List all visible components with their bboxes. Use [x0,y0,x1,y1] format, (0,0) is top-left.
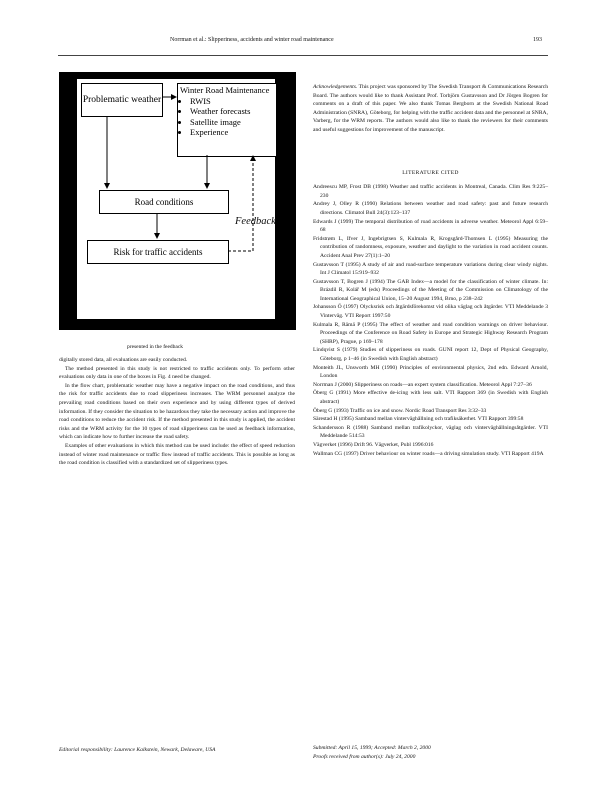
reference: Edwards J (1999) The temporal distribution of road accidents in adverse weather. Meteorol Appl 6:59–68 [313,218,548,234]
paragraph: digitally stored data, all evaluations are easily conducted. [59,357,188,363]
reference: Monteith JL, Unsworth MH (1990) Principles of environmental physics, 2nd edn. Edward Arnold, London [313,364,548,380]
box-risk-accidents: Risk for traffic accidents [87,240,229,264]
right-column [313,83,548,458]
reference: Gustavsson T, Bogren J (1994) The GAB Index—a model for the classification of winter climate. In: Brázdil R, Kolář M (eds) Proceedings of the Meeting of the Commission on Climatology of the International Geographical Union, 15–20 August 1994, Brno, p 238–242 [313,278,548,302]
ack-text: This project was sponsored by The Swedish Transport & Communications Research Board. The authors would like to thank Assistant Prof. Torbjörn Gustavsson and Dr Jörgen Bogren for comments on a draft of this paper. We also thank Tomas Bergborn at the Swedish National Road Administration (SNRA), Göteborg, for helping with the traffic accident data and the personnel at SNRA, Varberg, for the WRM reports. The authors would also like to thank the reviewers for their comments and useful suggestions for improvement of the manuscript. [313,84,548,133]
ack-label: Acknowledgements. [313,84,358,90]
reference: Norrman J (2000) Slipperiness on roads—an expert system classification. Meteorol Appl 7:27–36 [313,381,532,388]
box-problematic-weather: Problematic weather [81,83,163,117]
reference: Särestad H (1995) Samband mellan vinterväghållning och trafiksäkerhet. VTI Rapport 399:58 [313,416,524,423]
list-item: • Satellite image [190,117,274,128]
submission-info [313,744,548,761]
reference: Lindqvist S (1979) Studies of slipperiness on roads. GUNI report 12, Dept of Physical Geography, Göteborg, p 1–46 (in Swedish with English abstract) [313,347,548,363]
paragraph: The method presented in this study is not restricted to traffic accidents only. To perform other evaluations only data in one of the boxes in Fig. 4 need be changed. [59,365,295,381]
list-item: • Weather forecasts [190,106,274,117]
reference: Johansson Ö (1997) Olycksrisk och åtgärdsförekomst vid olika väglag och åtgärder. VTI Meddelande 3 Vinterväg. VTI Report 1997:50 [313,304,548,320]
left-column [59,356,295,468]
literature-cited-heading: LITERATURE CITED [402,169,459,176]
running-header [170,37,540,43]
reference: Andreescu MP, Frost DB (1998) Weather and traffic accidents in Montreal, Canada. Clim Res 9:225–230 [313,184,548,199]
reference: Andrey J, Olley R (1990) Relations between weather and road safety: past and future research directions. Climatol Bull 24(3):123–137 [313,201,548,216]
reference: Vägverket (1996) Drift 96. Vägverket, Publ 1996:016 [313,441,434,448]
paragraph: Examples of other evaluations in which this method can be used include: the effect of speed reduction instead of winter road maintenance or traffic flow instead of traffic accidents. This is possible as long as the road condition is classified with a standardized set of slipperiness types. [59,442,295,467]
reference: Fridstrøm L, Ifver J, Ingebrigtsen S, Kulmala R, Krogsgård-Thomsen L (1995) Measuring the contribution of randomness, exposure, weather and daylight to the variation in road accident counts. Accident Anal Prev 27(1):1–20 [313,235,548,259]
figure-arrows [77,79,275,319]
figure-caption-fragment: presented in the feedback [127,344,184,350]
page-number: 193 [533,37,542,43]
figure-flowchart [59,72,296,330]
reference: Schandersson R (1988) Samband mellan trafikolyckor, väglag och vinterväghållningsåtgärder. VTI Meddelande 514:53 [313,424,548,440]
proofs-received: Proofs received from author(s): July 24, 2000 [313,753,416,760]
reference: Kulmala R, Rämä P (1995) The effect of weather and road condition warnings on driver behaviour. Proceedings of the Conference on Road Safety in Europe and Strategic Highway Research Program (SHRP), Prague, p 169–178 [313,321,548,345]
box-road-conditions: Road conditions [99,190,229,214]
running-title: Norrman et al.: Slipperiness, accidents and winter road maintenance [170,37,334,43]
header-rule [58,55,548,56]
reference: Gustavsson T (1995) A study of air and road-surface temperature variations during clear windy nights. Int J Climatol 15:919–932 [313,261,548,277]
feedback-label: Feedback [235,216,276,227]
figure-canvas [77,79,275,319]
acknowledgements [313,83,548,135]
reference-list [313,183,548,458]
list-item: • Experience [190,127,274,138]
reference: Wallman CG (1997) Driver behaviour on winter roads—a driving simulation study. VTI Rapport 419A [313,450,544,457]
list-item: • RWIS [190,96,274,107]
maintenance-title: Winter Road Maintenance [180,85,270,95]
paragraph: In the flow chart, problematic weather may have a negative impact on the road conditions, and thus the risk for traffic accidents due to road slipperiness increases. The WRM personnel analyze the prevailing road conditions based on their own experience and by using different types of derived information. If they consider the situation to be hazardous they take the necessary action and improve the road conditions to reduce the accident risk. If the method presented in this study is applied, the accident risks and the WRM activity for the 10 types of road slipperiness can be used as feedback information, which can indicate how to further increase the road safety. [59,382,295,441]
reference: Öberg G (1993) Traffic on ice and snow. Nordic Road Transport Res 3:32–33 [313,407,487,414]
arrow-feedback [228,156,253,251]
reference: Öberg G (1991) More effective de-icing with less salt. VTI Rapport 369 (in Swedish with English abstract) [313,390,548,405]
editorial-responsibility: Editorial responsibility: Laurence Kalkstein, Newark, Delaware, USA [59,747,216,753]
submission-dates: Submitted: April 15, 1999; Accepted: March 2, 2000 [313,745,431,751]
